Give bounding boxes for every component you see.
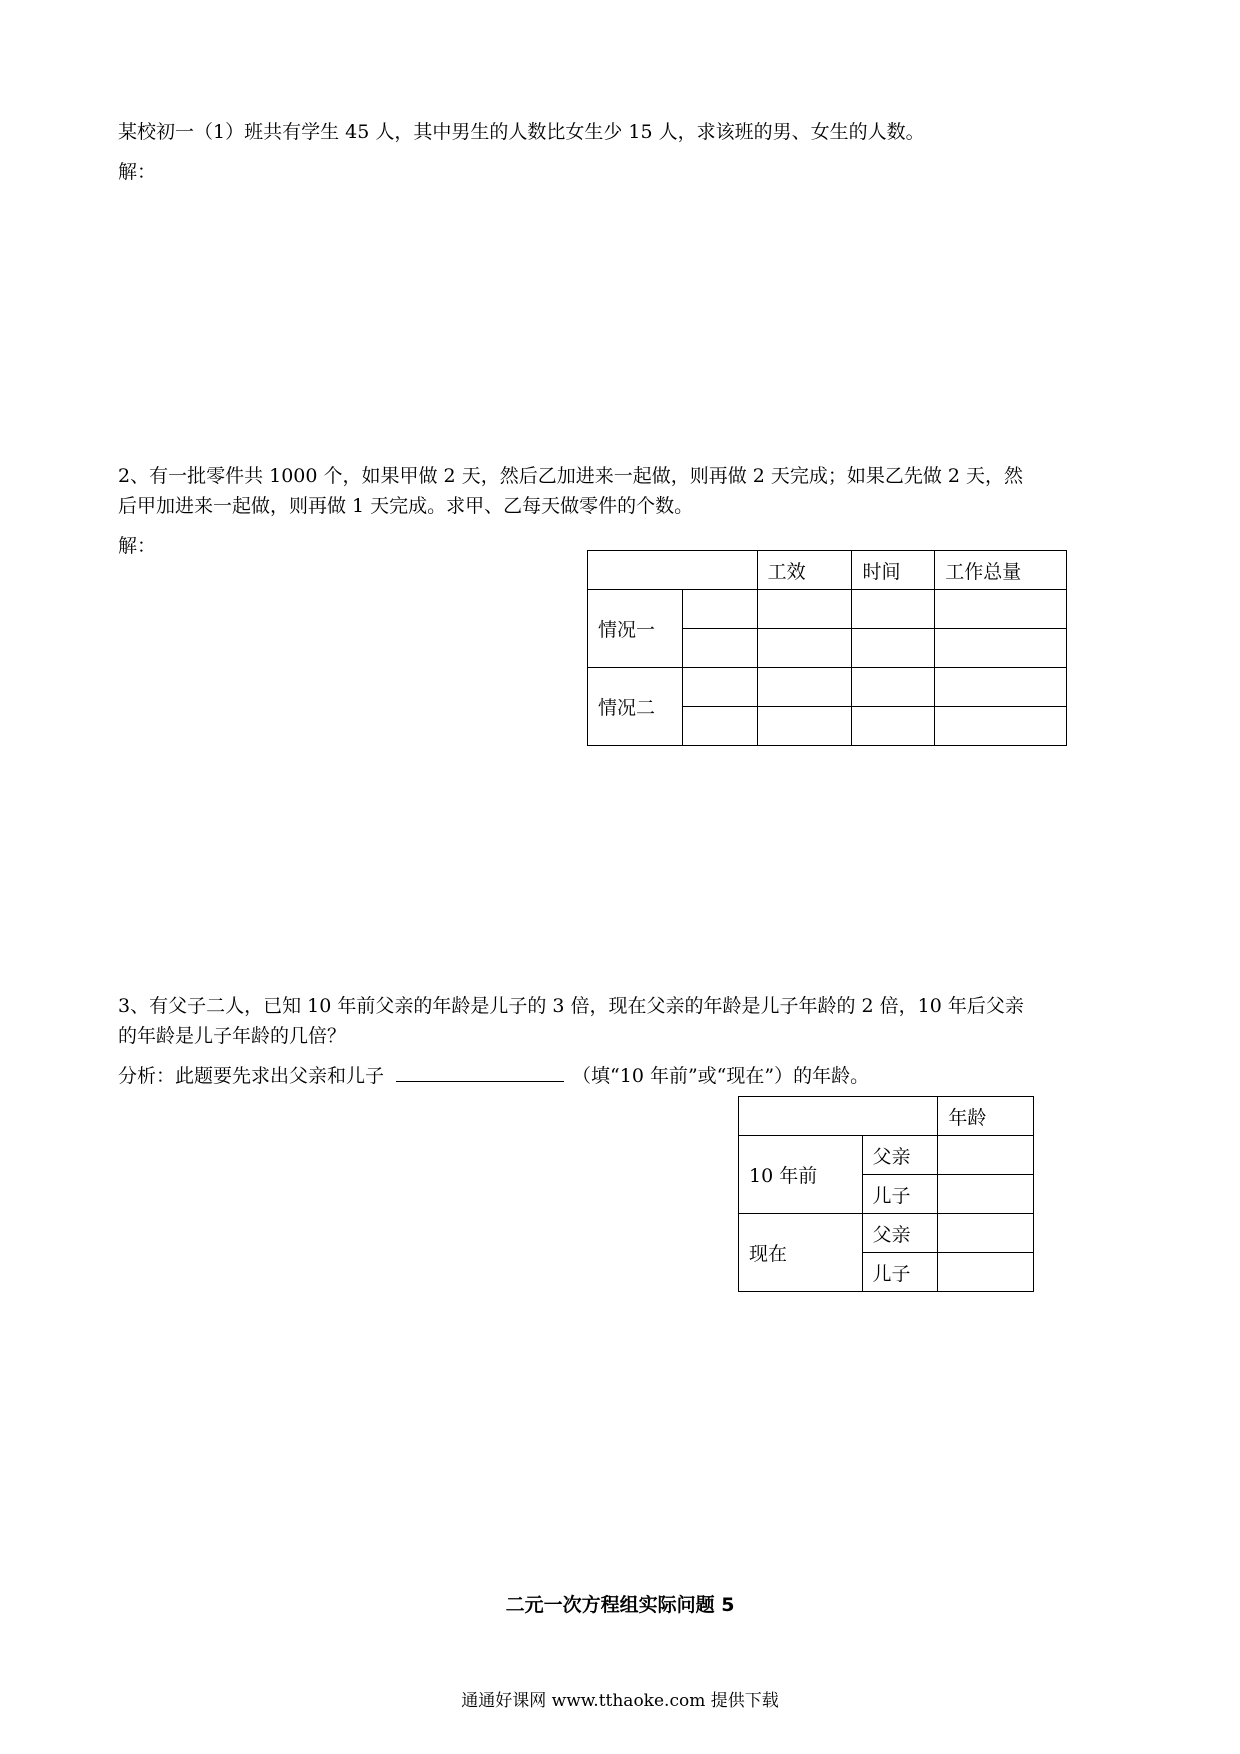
table-cell	[852, 668, 935, 707]
table-cell	[682, 629, 757, 668]
q1-text: 某校初一（1）班共有学生 45 人，其中男生的人数比女生少 15 人，求该班的男、女生的人数。	[118, 121, 925, 143]
q3-analysis	[118, 1062, 869, 1090]
q2-text-line2: 后甲加进来一起做，则再做 1 天完成。求甲、乙每天做零件的个数。	[118, 495, 694, 517]
row-label-case-1: 情况一	[588, 590, 683, 668]
row-label-son: 儿子	[862, 1253, 938, 1292]
table-cell	[935, 629, 1067, 668]
table-cell	[935, 590, 1067, 629]
table-cell	[757, 707, 852, 746]
table-cell	[938, 1175, 1034, 1214]
q2-answer-label: 解：	[118, 535, 157, 557]
row-label-son: 儿子	[862, 1175, 938, 1214]
table-cell	[852, 629, 935, 668]
table-cell	[757, 668, 852, 707]
table-cell	[757, 590, 852, 629]
q2-text-line1: 2、有一批零件共 1000 个，如果甲做 2 天，然后乙加进来一起做，则再做 2 天完成；如果乙先做 2 天，然	[118, 465, 1024, 487]
analysis-text-before: 分析：此题要先求出父亲和儿子	[118, 1065, 385, 1087]
table-corner-cell	[739, 1097, 938, 1136]
row-label-father: 父亲	[862, 1136, 938, 1175]
header-age: 年龄	[938, 1097, 1034, 1136]
page-footer: 通通好课网 www.tthaoke.com 提供下载	[461, 1691, 779, 1711]
table-cell	[852, 590, 935, 629]
table-corner-cell	[588, 551, 758, 590]
table-cell	[938, 1253, 1034, 1292]
q1-answer-label: 解：	[118, 161, 157, 183]
header-total-work: 工作总量	[935, 551, 1067, 590]
table-cell	[938, 1214, 1034, 1253]
work-efficiency-table	[587, 550, 1067, 746]
table-cell	[682, 668, 757, 707]
table-cell	[757, 629, 852, 668]
age-table	[738, 1096, 1034, 1292]
table-cell	[935, 668, 1067, 707]
table-cell	[682, 590, 757, 629]
table-cell	[852, 707, 935, 746]
row-label-case-2: 情况二	[588, 668, 683, 746]
table-cell	[938, 1136, 1034, 1175]
fill-in-blank[interactable]	[396, 1063, 564, 1082]
analysis-text-after: （填“10 年前”或“现在”）的年龄。	[572, 1065, 870, 1087]
table-cell	[935, 707, 1067, 746]
row-label-father: 父亲	[862, 1214, 938, 1253]
table-cell	[682, 707, 757, 746]
header-efficiency: 工效	[757, 551, 852, 590]
header-time: 时间	[852, 551, 935, 590]
row-label-10-years-ago: 10 年前	[739, 1136, 863, 1214]
page-title: 二元一次方程组实际问题 5	[505, 1594, 735, 1616]
q3-text-line1: 3、有父子二人，已知 10 年前父亲的年龄是儿子的 3 倍，现在父亲的年龄是儿子年龄的 2 倍，10 年后父亲	[118, 995, 1024, 1017]
q3-text-line2: 的年龄是儿子年龄的几倍？	[118, 1025, 347, 1047]
row-label-now: 现在	[739, 1214, 863, 1292]
